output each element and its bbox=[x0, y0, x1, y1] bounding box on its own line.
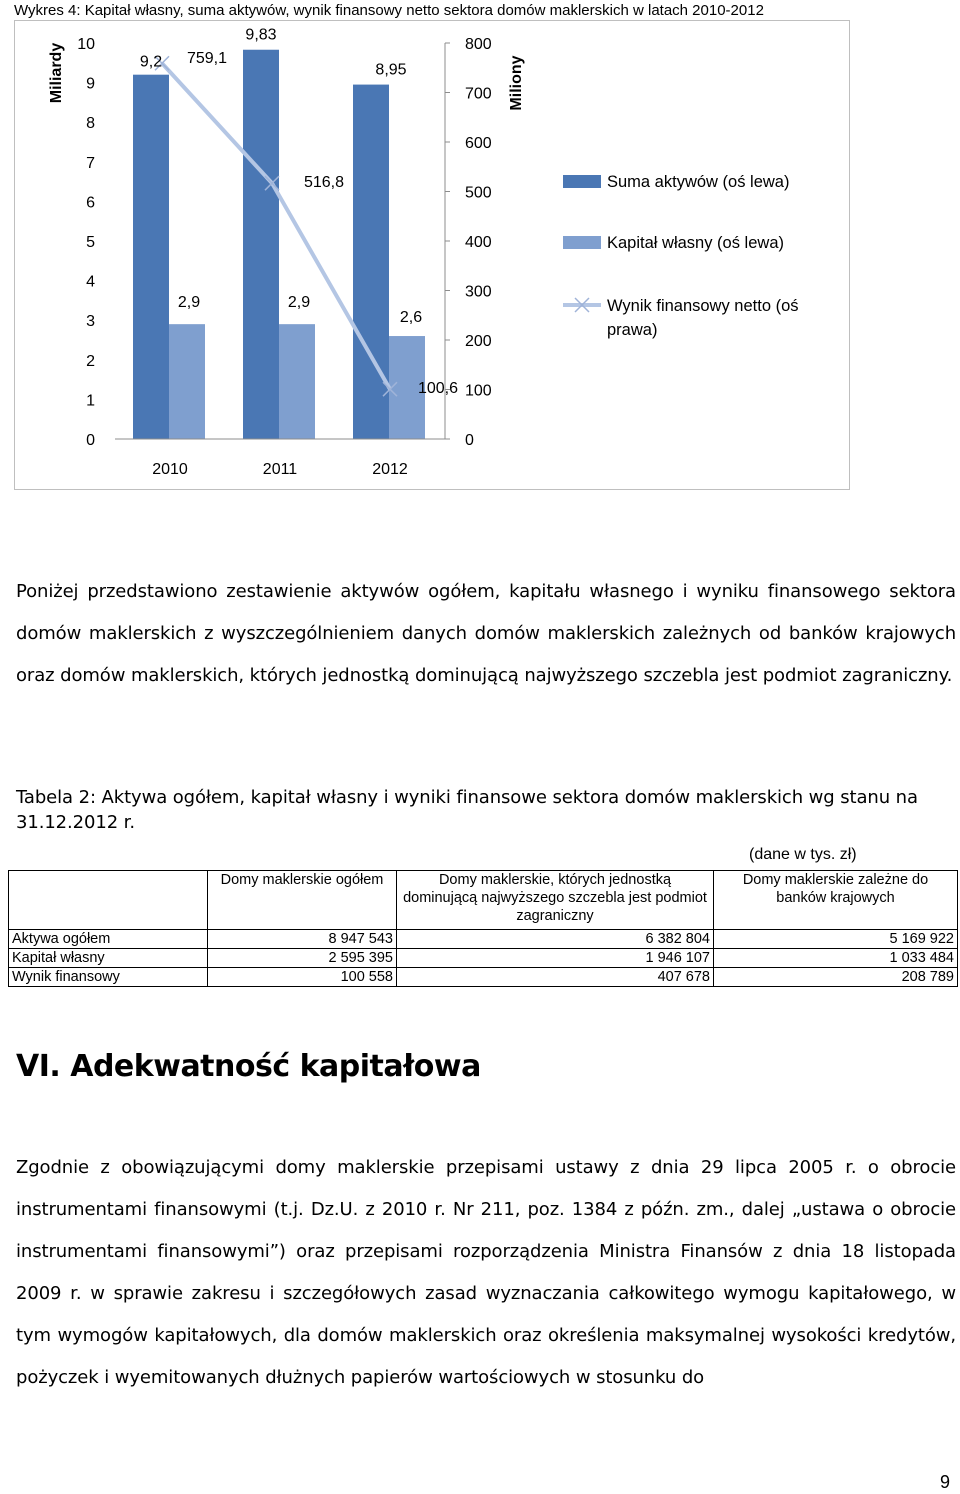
right-axis-tick-label: 600 bbox=[465, 135, 492, 152]
table-caption: Tabela 2: Aktywa ogółem, kapitał własny i wyniki finansowe sektora domów maklerskich wg stanu na 31.12.2012 r. bbox=[16, 787, 918, 833]
legend-swatch bbox=[563, 175, 601, 188]
left-axis-tick-label: 10 bbox=[77, 36, 95, 53]
left-axis-tick-label: 0 bbox=[86, 432, 95, 449]
bar-data-label: 9,83 bbox=[245, 26, 277, 44]
table-header-cell: Domy maklerskie ogółem bbox=[208, 871, 397, 930]
chart-frame bbox=[14, 20, 850, 490]
right-axis-tick-label: 0 bbox=[465, 432, 474, 449]
left-axis-title: Miliardy bbox=[48, 42, 65, 104]
left-axis bbox=[48, 36, 95, 449]
bar-data-label: 2,9 bbox=[287, 294, 311, 312]
table-cell: 407 678 bbox=[397, 968, 714, 987]
right-axis-tick-label: 800 bbox=[465, 36, 492, 53]
table-row bbox=[9, 930, 958, 949]
bar-data-label: 2,6 bbox=[399, 309, 423, 327]
bar-total-assets bbox=[133, 75, 169, 439]
legend-item bbox=[563, 297, 799, 339]
left-axis-tick-label: 5 bbox=[86, 234, 95, 251]
combo-chart bbox=[15, 21, 851, 491]
legend bbox=[563, 173, 799, 339]
table-row-label: Kapitał własny bbox=[9, 949, 208, 968]
table-row bbox=[9, 968, 958, 987]
line-data-label: 516,8 bbox=[303, 174, 345, 192]
right-axis-tick-label: 200 bbox=[465, 333, 492, 350]
section-title: Adekwatność kapitałowa bbox=[70, 1049, 481, 1084]
bar-series bbox=[133, 50, 425, 439]
bar-equity bbox=[279, 324, 315, 439]
legend-label: prawa) bbox=[607, 321, 658, 339]
right-axis-tick-label: 100 bbox=[465, 382, 492, 400]
table-cell: 1 033 484 bbox=[714, 949, 958, 968]
table-cell: 208 789 bbox=[714, 968, 958, 987]
table-header-cell: Domy maklerskie zależne do banków krajowych bbox=[714, 871, 958, 930]
table-cell: 1 946 107 bbox=[397, 949, 714, 968]
page-number: 9 bbox=[940, 1472, 951, 1492]
category-label: 2011 bbox=[262, 461, 298, 478]
right-axis-tick-label: 300 bbox=[465, 283, 492, 301]
regulation-paragraph-text: Zgodnie z obowiązującymi domy maklerskie przepisami ustawy z dnia 29 lipca 2005 r. o obrocie instrumentami finansowymi (t.j. Dz.U. z 2010 r. Nr 211, poz. 1384 z późn. zm., dalej „ustawa o obrocie instrumentami finansowymi”) oraz przepisami rozporządzenia Ministra Finansów z dnia 18 listopada 2009 r. w sprawie zakresu i szczegółowych zasad wyznaczania całkowitego wymogu kapitałowego, w tym wymogów kapitałowych, dla domów maklerskich oraz określenia maksymalnej wysokości kredytów, pożyczek i wyemitowanych dłużnych papierów wartościowych w stosunku do bbox=[16, 1157, 956, 1388]
legend-label: Wynik finansowy netto (oś bbox=[607, 297, 799, 315]
table-cell: 6 382 804 bbox=[397, 930, 714, 949]
left-axis-tick-label: 3 bbox=[86, 313, 95, 331]
figure-title: Wykres 4: Kapitał własny, suma aktywów, wynik finansowy netto sektora domów maklerskich w latach 2010-2012 bbox=[14, 2, 764, 19]
legend-item bbox=[563, 173, 789, 191]
table-cell: 8 947 543 bbox=[208, 930, 397, 949]
section-number: VI. bbox=[16, 1049, 61, 1084]
table-header-cell bbox=[9, 871, 208, 930]
section-heading bbox=[16, 1047, 481, 1087]
intro-paragraph bbox=[16, 571, 956, 697]
legend-item bbox=[563, 234, 784, 252]
bar-data-label: 8,95 bbox=[375, 61, 407, 79]
table-unit-note: (dane w tys. zł) bbox=[749, 846, 857, 863]
regulation-paragraph bbox=[16, 1147, 956, 1399]
category-label: 2010 bbox=[152, 461, 188, 478]
bar-data-label: 9,2 bbox=[139, 53, 163, 71]
table-cell: 2 595 395 bbox=[208, 949, 397, 968]
table-cell: 5 169 922 bbox=[714, 930, 958, 949]
left-axis-tick-label: 8 bbox=[86, 115, 95, 133]
bar-equity bbox=[169, 324, 205, 439]
financial-table bbox=[8, 870, 958, 987]
left-axis-tick-label: 2 bbox=[86, 352, 95, 370]
left-axis-tick-label: 9 bbox=[86, 75, 95, 93]
right-axis-tick-label: 500 bbox=[465, 184, 492, 202]
right-axis-tick-label: 700 bbox=[465, 85, 492, 103]
left-axis-tick-label: 7 bbox=[86, 154, 95, 172]
right-axis-tick-label: 400 bbox=[465, 234, 492, 251]
table-row-label: Wynik finansowy bbox=[9, 968, 208, 987]
right-axis-title: Miliony bbox=[508, 55, 525, 111]
line-data-label: 759,1 bbox=[186, 50, 228, 68]
table-row bbox=[9, 949, 958, 968]
table-row-label: Aktywa ogółem bbox=[9, 930, 208, 949]
bar-total-assets bbox=[353, 85, 389, 439]
table-header-row bbox=[9, 871, 958, 930]
legend-label: Kapitał własny (oś lewa) bbox=[607, 234, 784, 252]
intro-paragraph-text: Poniżej przedstawiono zestawienie aktywów ogółem, kapitału własnego i wyniku finansowego sektora domów maklerskich z wyszczególnieniem danych domów maklerskich zależnych od banków krajowych oraz domów maklerskich, których jednostką dominującą najwyższego szczebla jest podmiot zagraniczny. bbox=[16, 581, 956, 686]
legend-swatch bbox=[563, 236, 601, 249]
left-axis-tick-label: 1 bbox=[86, 392, 95, 410]
category-label: 2012 bbox=[372, 461, 408, 478]
left-axis-tick-label: 4 bbox=[86, 273, 95, 291]
left-axis-tick-label: 6 bbox=[86, 194, 95, 212]
line-data-label: 100,6 bbox=[417, 380, 459, 398]
table-header-cell: Domy maklerskie, których jednostką dominującą najwyższego szczebla jest podmiot zagraniczny bbox=[397, 871, 714, 930]
legend-label: Suma aktywów (oś lewa) bbox=[607, 173, 790, 191]
table-cell: 100 558 bbox=[208, 968, 397, 987]
bar-total-assets bbox=[243, 50, 279, 439]
category-labels bbox=[115, 439, 445, 478]
bar-data-label: 2,9 bbox=[177, 294, 201, 312]
